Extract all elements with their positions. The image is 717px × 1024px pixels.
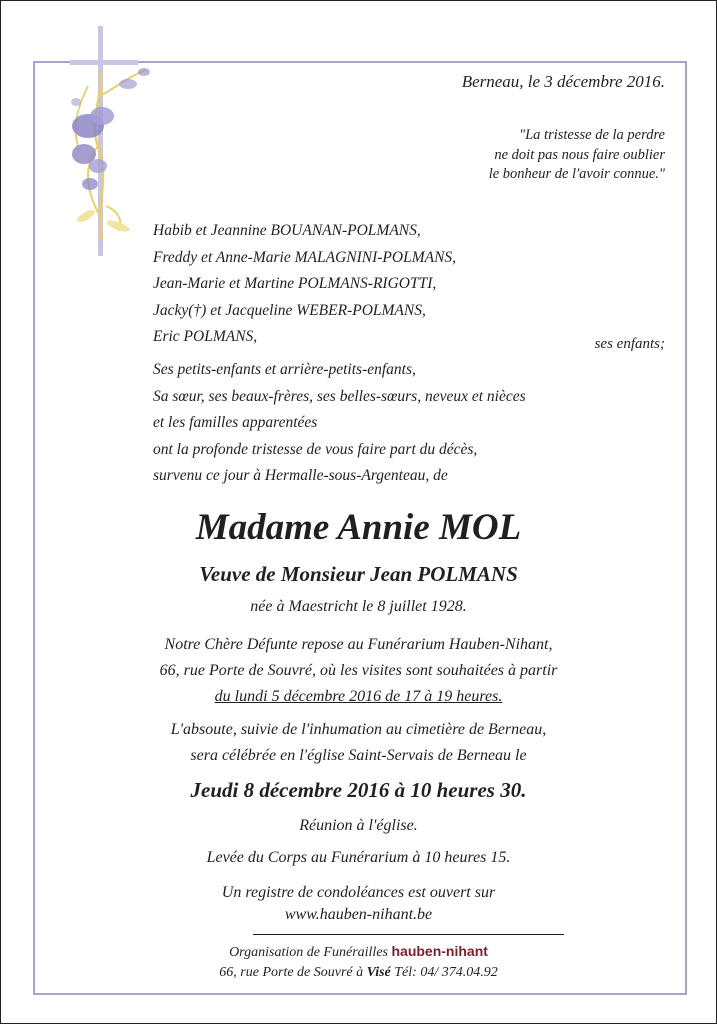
relatives-line: survenu ce jour à Hermalle-sous-Argenteau, de [153,467,448,484]
quote-line: "La tristesse de la perdre [519,127,665,143]
repose-line: 66, rue Porte de Souvré, où les visites sont souhaitées à partir [159,662,558,679]
quote-line: le bonheur de l'avoir connue." [488,166,665,182]
absoute-line: L'absoute, suivie de l'inhumation au cimetière de Berneau, [170,721,547,738]
service-datetime: Jeudi 8 décembre 2016 à 10 heures 30. [190,778,527,802]
registry-url: www.hauben-nihant.be [284,906,433,923]
address-city: Visé [366,965,391,980]
relatives-line: Ses petits-enfants et arrière-petits-enfants, [153,361,416,378]
absoute-line: sera célébrée en l'église Saint-Servais de Berneau le [190,747,527,764]
repose-line: Notre Chère Défunte repose au Funérarium Hauben-Nihant, [164,636,553,653]
repose-info [0,632,717,710]
epigraph-quote [489,126,665,185]
absoute-info [0,717,717,769]
meeting-info: Réunion à l'église. [299,817,418,834]
brand-logo: hauben-nihant [391,943,488,959]
visiting-hours: du lundi 5 décembre 2016 de 17 à 19 heures. [214,688,503,705]
notice-date: Berneau, le 3 décembre 2016. [461,72,665,91]
org-prefix: Organisation de Funérailles [229,945,388,960]
child-line: Jacky(†) et Jacqueline WEBER-POLMANS, [153,301,426,319]
child-line: Habib et Jeannine BOUANAN-POLMANS, [153,222,421,239]
widow-of: Veuve de Monsieur Jean POLMANS [199,562,518,586]
relatives-line: Sa sœur, ses beaux-frères, ses belles-sœurs, neveux et nièces [153,387,526,405]
relatives-line: ont la profonde tristesse de vous faire part du décès, [153,440,478,458]
levee-info: Levée du Corps au Funérarium à 10 heures 15. [206,849,511,866]
child-line: Freddy et Anne-Marie MALAGNINI-POLMANS, [153,248,457,266]
relatives-line: et les familles apparentées [153,414,318,431]
condolence-registry [0,882,717,926]
quote-line: ne doit pas nous faire oublier [494,146,665,163]
cross-with-flower-icon [58,26,158,256]
birth-info: née à Maestricht le 8 juillet 1928. [250,598,467,615]
children-label: ses enfants; [594,336,665,352]
child-line: Eric POLMANS, [153,328,258,345]
footer-divider [253,934,564,935]
footer-organisation [0,941,717,983]
child-line: Jean-Marie et Martine POLMANS-RIGOTTI, [153,275,437,292]
children-list [153,218,456,351]
registry-line: Un registre de condoléances est ouvert sur [221,884,496,901]
phone-number: Tél: 04/ 374.04.92 [394,965,498,980]
address-prefix: 66, rue Porte de Souvré à [219,965,364,980]
deceased-name: Madame Annie MOL [195,507,522,548]
relatives-list [153,357,526,490]
